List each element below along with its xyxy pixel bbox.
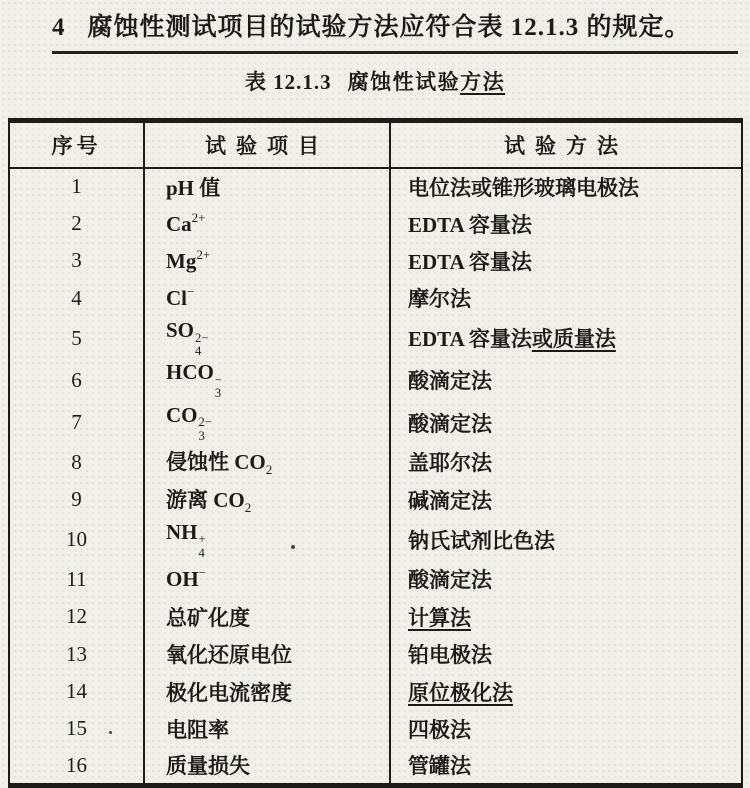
clause-number: 4 <box>52 14 66 41</box>
cell-serial-number: 7 <box>9 402 144 444</box>
column-header-serial-number: 序号 <box>9 121 144 168</box>
cell-serial-number: 8 <box>9 444 144 481</box>
cell-test-item: HCO − 3 <box>144 359 390 401</box>
table-row <box>9 205 742 242</box>
table-row <box>9 280 742 317</box>
cell-test-method: 酸滴定法 <box>408 411 492 436</box>
cell-serial-number: 10 <box>9 519 144 561</box>
cell-test-method: 钠氏试剂比色法 <box>408 528 555 553</box>
cell-test-item: OH− <box>144 561 390 598</box>
cell-test-item: NH + 4 <box>144 519 390 561</box>
cell-test-method: 摩尔法 <box>408 287 471 312</box>
cell-test-method: 酸滴定法 <box>408 369 492 394</box>
table-caption <box>0 66 750 96</box>
cell-test-item: 侵蚀性 $CO_2$ <box>144 444 390 481</box>
table-row <box>9 359 742 401</box>
cell-test-method: 盖耶尔法 <box>408 451 492 476</box>
cell-test-method: 酸滴定法 <box>408 568 492 593</box>
table-row <box>9 402 742 444</box>
clause-heading <box>52 7 738 54</box>
cell-test-item: 极化电流密度 <box>144 673 390 710</box>
cell-serial-number: 14 <box>9 673 144 710</box>
table-row <box>9 519 742 561</box>
scan-speck <box>109 731 112 734</box>
cell-test-method: 碱滴定法 <box>408 488 492 513</box>
table-caption-title: 腐蚀性试验方法 <box>347 70 506 94</box>
table-row <box>9 168 742 205</box>
cell-serial-number: 13 <box>9 636 144 673</box>
cell-serial-number: 6 <box>9 359 144 401</box>
cell-test-item: pH 值 <box>144 168 390 205</box>
table-row <box>9 598 742 635</box>
cell-serial-number: 12 <box>9 598 144 635</box>
cell-serial-number: 2 <box>9 205 144 242</box>
cell-test-method: 管罐法 <box>408 754 471 779</box>
cell-test-method: EDTA 容量法 <box>408 212 532 237</box>
cell-test-item: SO 2− 4 <box>144 317 390 359</box>
table-row <box>9 673 742 710</box>
cell-test-method: 电位法或锥形玻璃电极法 <box>408 175 639 200</box>
cell-test-item: 氧化还原电位 <box>144 636 390 673</box>
cell-test-method: 四极法 <box>408 717 471 742</box>
table-row <box>9 444 742 481</box>
cell-test-item: 电阻率 <box>144 710 390 747</box>
cell-serial-number: 4 <box>9 280 144 317</box>
cell-test-item: $Ca^{2+}$ <box>144 205 390 242</box>
table-row <box>9 710 742 747</box>
cell-test-method: 铂电极法 <box>408 643 492 668</box>
cell-test-item: $Mg^{2+}$ <box>144 242 390 279</box>
table-row <box>9 242 742 279</box>
cell-test-method: 原位极化法 <box>408 680 513 705</box>
column-header-test-method: 试验方法 <box>390 121 742 168</box>
cell-test-method: EDTA 容量法或质量法 <box>408 327 616 352</box>
table-row <box>9 561 742 598</box>
table-row <box>9 748 742 785</box>
corrosion-test-methods-table <box>8 118 743 788</box>
cell-test-method: 计算法 <box>408 605 471 630</box>
cell-serial-number: 16 <box>9 748 144 785</box>
table-body <box>9 168 742 786</box>
cell-serial-number: 5 <box>9 317 144 359</box>
cell-test-item: CO 2− 3 <box>144 402 390 444</box>
table-header-row <box>9 121 742 168</box>
cell-test-method: EDTA 容量法 <box>408 249 532 274</box>
cell-serial-number: 1 <box>9 168 144 205</box>
cell-test-item: 总矿化度 <box>144 598 390 635</box>
scan-speck <box>291 545 295 549</box>
cell-serial-number: 15 <box>9 710 144 747</box>
table-row <box>9 636 742 673</box>
cell-serial-number: 3 <box>9 242 144 279</box>
cell-serial-number: 9 <box>9 481 144 518</box>
clause-text: 腐蚀性测试项目的试验方法应符合表 12.1.3 的规定。 <box>87 14 691 41</box>
column-header-test-item: 试验项目 <box>144 121 390 168</box>
cell-test-item: 游离 $CO_2$ <box>144 481 390 518</box>
table-row <box>9 481 742 518</box>
table-caption-number: 表 12.1.3 <box>244 70 332 94</box>
cell-test-item: 质量损失 <box>144 748 390 785</box>
table-row <box>9 317 742 359</box>
cell-serial-number: 11 <box>9 561 144 598</box>
cell-test-item: Cl− <box>144 280 390 317</box>
